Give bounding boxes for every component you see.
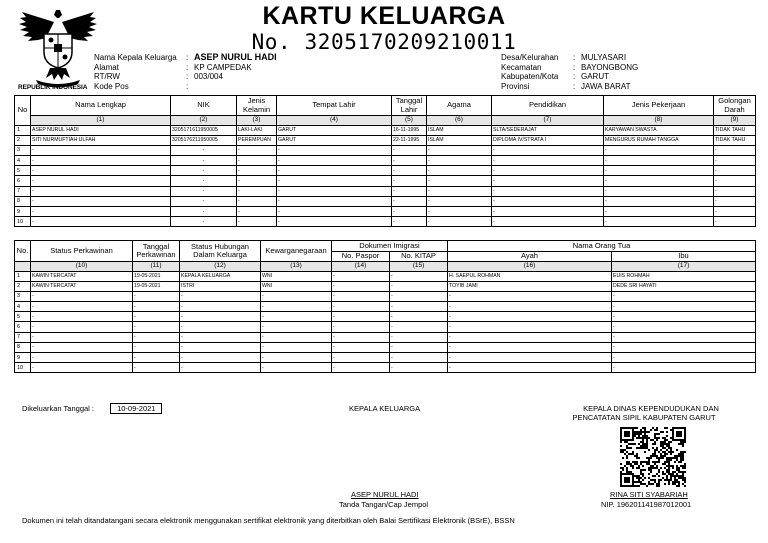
nik-cell: 3205176211950005 <box>171 135 237 145</box>
passport-cell: - <box>332 342 390 352</box>
passport-cell: - <box>332 312 390 322</box>
birthdate-cell: - <box>392 166 427 176</box>
full-name-cell: ASEP NURUL HADI <box>31 125 171 135</box>
birthplace-cell: - <box>277 207 392 217</box>
kitap-cell: - <box>390 281 448 291</box>
head-of-family-title: KEPALA KELUARGA <box>349 404 421 413</box>
nik-cell: - <box>171 176 237 186</box>
blood-type-cell: - <box>714 217 756 227</box>
header-religion: Agama <box>427 96 492 116</box>
occupation-cell: - <box>604 217 714 227</box>
marital-status-cell: - <box>31 332 133 342</box>
head-of-family-name: ASEP NURUL HADI <box>351 490 419 499</box>
nik-cell: 3205171611950005 <box>171 125 237 135</box>
birthdate-cell: - <box>392 186 427 196</box>
official-title <box>572 404 726 422</box>
occupation-cell: - <box>604 156 714 166</box>
full-name-cell: - <box>31 145 171 155</box>
marriage-date-cell: 19-05-2021 <box>133 281 180 291</box>
religion-cell: - <box>427 176 492 186</box>
province-value: JAWA BARAT <box>581 81 631 91</box>
occupation-cell: - <box>604 176 714 186</box>
mother-name-cell: - <box>612 291 756 301</box>
header-marriage-date: Tanggal Perkawinan <box>133 241 180 262</box>
column-number: (11) <box>133 262 180 272</box>
country-label: REPUBLIK INDONESIA <box>18 84 88 91</box>
header-citizenship: Kewarganegaraan <box>261 241 332 262</box>
birthdate-cell: - <box>392 196 427 206</box>
citizenship-cell: - <box>261 302 332 312</box>
row-number: 4 <box>15 156 31 166</box>
rt-rw-value: 003/004 <box>194 72 223 81</box>
citizenship-cell: - <box>261 312 332 322</box>
nik-cell: - <box>171 196 237 206</box>
blood-type-cell: - <box>714 166 756 176</box>
official-name: RINA SITI SYABARIAH <box>610 490 688 499</box>
passport-cell: - <box>332 332 390 342</box>
relationship-cell: - <box>180 312 261 322</box>
column-number: (4) <box>277 116 392 126</box>
header-mother: Ibu <box>612 252 756 262</box>
education-cell: - <box>492 145 604 155</box>
row-number: 5 <box>15 312 31 322</box>
marriage-date-cell: - <box>133 291 180 301</box>
father-name-cell: - <box>448 332 612 342</box>
table-row <box>15 291 756 301</box>
header-nik: NIK <box>171 96 237 116</box>
mother-name-cell: - <box>612 302 756 312</box>
family-card-number: No. 3205170209210011 <box>251 30 517 54</box>
issued-date: 10-09-2021 <box>110 403 162 414</box>
full-name-cell: - <box>31 217 171 227</box>
passport-cell: - <box>332 302 390 312</box>
relationship-cell: - <box>180 332 261 342</box>
education-cell: - <box>492 217 604 227</box>
info-separator: : <box>186 62 189 72</box>
gender-cell: - <box>237 186 277 196</box>
kitap-cell: - <box>390 353 448 363</box>
citizenship-cell: - <box>261 291 332 301</box>
marriage-date-cell: - <box>133 312 180 322</box>
occupation-cell: - <box>604 186 714 196</box>
header-relationship: Status Hubungan Dalam Keluarga <box>180 241 261 262</box>
header-birthplace: Tempat Lahir <box>277 96 392 116</box>
birthdate-cell: 16-11-1995 <box>392 125 427 135</box>
column-number: (7) <box>492 116 604 126</box>
education-cell: - <box>492 166 604 176</box>
marital-status-cell: KAWIN TERCATAT <box>31 281 133 291</box>
gender-cell: - <box>237 196 277 206</box>
row-number: 7 <box>15 332 31 342</box>
column-number: (12) <box>180 262 261 272</box>
marital-status-cell: - <box>31 322 133 332</box>
household-info-right <box>501 53 638 91</box>
row-number: 3 <box>15 145 31 155</box>
blood-type-cell: - <box>714 207 756 217</box>
birthplace-cell: - <box>277 196 392 206</box>
education-cell: - <box>492 156 604 166</box>
table-row <box>15 353 756 363</box>
row-number: 5 <box>15 166 31 176</box>
father-name-cell: - <box>448 302 612 312</box>
signature-note: Tanda Tangan/Cap Jempol <box>339 500 429 509</box>
issued-section <box>22 404 162 413</box>
birthplace-cell: GARUT <box>277 135 392 145</box>
header-passport-no: No. Paspor <box>332 252 390 262</box>
marital-status-cell: KAWIN TERCATAT <box>31 271 133 281</box>
religion-cell: - <box>427 166 492 176</box>
gender-cell: - <box>237 207 277 217</box>
mother-name-cell: - <box>612 353 756 363</box>
header-no: No. <box>15 241 31 262</box>
full-name-cell: - <box>31 156 171 166</box>
marriage-date-cell: - <box>133 332 180 342</box>
table-row <box>15 186 756 196</box>
relationship-cell: - <box>180 353 261 363</box>
education-cell: SLTA/SEDERAJAT <box>492 125 604 135</box>
gender-cell: - <box>237 156 277 166</box>
column-number: (15) <box>390 262 448 272</box>
row-number: 3 <box>15 291 31 301</box>
header-gender: Jenis Kelamin <box>237 96 277 116</box>
gender-cell: - <box>237 166 277 176</box>
row-number: 4 <box>15 302 31 312</box>
religion-cell: - <box>427 196 492 206</box>
citizenship-cell: - <box>261 363 332 373</box>
blood-type-cell: - <box>714 196 756 206</box>
column-number: (3) <box>237 116 277 126</box>
gender-cell: PEREMPUAN <box>237 135 277 145</box>
birthplace-cell: - <box>277 166 392 176</box>
qr-code-icon <box>620 427 686 487</box>
birthplace-cell: - <box>277 176 392 186</box>
header-birthdate: Tanggal Lahir <box>392 96 427 116</box>
table-row <box>15 207 756 217</box>
info-label: Kecamatan <box>501 62 542 72</box>
birthdate-cell: 22-11-1995 <box>392 135 427 145</box>
column-number: (2) <box>171 116 237 126</box>
official-nip: NIP. 196201141987012001 <box>601 500 692 509</box>
kitap-cell: - <box>390 363 448 373</box>
kitap-cell: - <box>390 332 448 342</box>
blood-type-cell: TIDAK TAHU <box>714 135 756 145</box>
religion-cell: - <box>427 217 492 227</box>
nik-cell: - <box>171 156 237 166</box>
row-number: 7 <box>15 186 31 196</box>
citizenship-cell: - <box>261 332 332 342</box>
district-value: BAYONGBONG <box>581 62 639 72</box>
row-number: 8 <box>15 196 31 206</box>
education-cell: - <box>492 207 604 217</box>
info-label: RT/RW <box>94 72 120 81</box>
column-number: (10) <box>31 262 133 272</box>
relationship-cell: - <box>180 342 261 352</box>
birthdate-cell: - <box>392 176 427 186</box>
header-parents: Nama Orang Tua <box>448 241 756 252</box>
education-cell: - <box>492 196 604 206</box>
row-number: 1 <box>15 271 31 281</box>
column-number: (1) <box>31 116 171 126</box>
father-name-cell: - <box>448 353 612 363</box>
head-of-family-value: ASEP NURUL HADI <box>194 52 277 62</box>
mother-name-cell: - <box>612 332 756 342</box>
marital-status-cell: - <box>31 291 133 301</box>
column-number: (5) <box>392 116 427 126</box>
column-number: (17) <box>612 262 756 272</box>
header-marital-status: Status Perkawinan <box>31 241 133 262</box>
row-number: 2 <box>15 281 31 291</box>
kitap-cell: - <box>390 271 448 281</box>
occupation-cell: - <box>604 166 714 176</box>
header-occupation: Jenis Pekerjaan <box>604 96 714 116</box>
mother-name-cell: EUIS ROHMAH <box>612 271 756 281</box>
nik-cell: - <box>171 166 237 176</box>
table-row <box>15 281 756 291</box>
kitap-cell: - <box>390 342 448 352</box>
table-row <box>15 312 756 322</box>
blood-type-cell: TIDAK TAHU <box>714 125 756 135</box>
birthplace-cell: GARUT <box>277 125 392 135</box>
table-row <box>15 176 756 186</box>
birthplace-cell: - <box>277 217 392 227</box>
address-value: KP CAMPEDAK <box>194 62 252 72</box>
marital-status-cell: - <box>31 342 133 352</box>
citizenship-cell: - <box>261 322 332 332</box>
marriage-date-cell: - <box>133 342 180 352</box>
table-row <box>15 196 756 206</box>
header-immigration-docs: Dokumen Imigrasi <box>332 241 448 252</box>
passport-cell: - <box>332 271 390 281</box>
religion-cell: - <box>427 145 492 155</box>
citizenship-cell: WNI <box>261 271 332 281</box>
kitap-cell: - <box>390 312 448 322</box>
gender-cell: LAKI-LAKI <box>237 125 277 135</box>
row-number: 9 <box>15 353 31 363</box>
citizenship-cell: - <box>261 353 332 363</box>
father-name-cell: - <box>448 312 612 322</box>
relationship-cell: ISTRI <box>180 281 261 291</box>
passport-cell: - <box>332 322 390 332</box>
header-kitap-no: No. KITAP <box>390 252 448 262</box>
table-row <box>15 135 756 145</box>
gender-cell: - <box>237 145 277 155</box>
birthplace-cell: - <box>277 145 392 155</box>
gender-cell: - <box>237 176 277 186</box>
education-cell: DIPLOMA IV/STRATA I <box>492 135 604 145</box>
village-value: MULYASARI <box>581 53 627 62</box>
blood-type-cell: - <box>714 156 756 166</box>
occupation-cell: KARYAWAN SWASTA <box>604 125 714 135</box>
row-number: 1 <box>15 125 31 135</box>
row-number: 8 <box>15 342 31 352</box>
info-label: Provinsi <box>501 81 530 91</box>
marital-status-cell: - <box>31 353 133 363</box>
column-number: (9) <box>714 116 756 126</box>
mother-name-cell: - <box>612 342 756 352</box>
header-blood-type: Golongan Darah <box>714 96 756 116</box>
full-name-cell: - <box>31 196 171 206</box>
table-row <box>15 217 756 227</box>
father-name-cell: - <box>448 363 612 373</box>
full-name-cell: - <box>31 207 171 217</box>
row-number: 10 <box>15 363 31 373</box>
family-members-table <box>14 95 756 227</box>
official-title-line-1: KEPALA DINAS KEPENDUDUKAN DAN <box>583 404 719 413</box>
document-title: KARTU KELUARGA <box>262 2 506 30</box>
nik-cell: - <box>171 145 237 155</box>
religion-cell: ISLAM <box>427 125 492 135</box>
passport-cell: - <box>332 363 390 373</box>
household-info-left <box>94 53 277 91</box>
info-separator: : <box>573 72 576 81</box>
religion-cell: - <box>427 207 492 217</box>
column-number: (8) <box>604 116 714 126</box>
kitap-cell: - <box>390 302 448 312</box>
full-name-cell: - <box>31 186 171 196</box>
occupation-cell: - <box>604 196 714 206</box>
citizenship-cell: WNI <box>261 281 332 291</box>
info-separator: : <box>186 53 189 62</box>
marriage-date-cell: - <box>133 353 180 363</box>
birthdate-cell: - <box>392 207 427 217</box>
blood-type-cell: - <box>714 176 756 186</box>
occupation-cell: - <box>604 145 714 155</box>
row-number: 6 <box>15 176 31 186</box>
father-name-cell: - <box>448 322 612 332</box>
column-number: (6) <box>427 116 492 126</box>
marital-status-cell: - <box>31 363 133 373</box>
column-number: (13) <box>261 262 332 272</box>
header-full-name: Nama Lengkap <box>31 96 171 116</box>
relationship-cell: KEPALA KELUARGA <box>180 271 261 281</box>
full-name-cell: - <box>31 176 171 186</box>
education-cell: - <box>492 186 604 196</box>
nik-cell: - <box>171 186 237 196</box>
info-label: Kabupaten/Kota <box>501 72 559 81</box>
info-separator: : <box>573 53 576 62</box>
info-label: Desa/Kelurahan <box>501 53 559 62</box>
issued-label: Dikeluarkan Tanggal : <box>22 404 94 413</box>
disclaimer-text: Dokumen ini telah ditandatangani secara elektronik menggunakan sertifikat elektronik yang diterbitkan oleh Balai Sertifikasi Elektronik (BSrE), BSSN <box>22 516 515 525</box>
column-number: (16) <box>448 262 612 272</box>
info-label: Alamat <box>94 62 119 72</box>
table-row <box>15 271 756 281</box>
full-name-cell: - <box>31 166 171 176</box>
father-name-cell: - <box>448 291 612 301</box>
info-separator: : <box>186 72 189 81</box>
father-name-cell: - <box>448 342 612 352</box>
column-number-no <box>15 262 31 272</box>
mother-name-cell: - <box>612 363 756 373</box>
table-row <box>15 125 756 135</box>
mother-name-cell: - <box>612 312 756 322</box>
education-cell: - <box>492 176 604 186</box>
birthdate-cell: - <box>392 145 427 155</box>
nik-cell: - <box>171 207 237 217</box>
table-row <box>15 332 756 342</box>
marital-status-cell: - <box>31 312 133 322</box>
kitap-cell: - <box>390 322 448 332</box>
table-row <box>15 322 756 332</box>
table-row <box>15 342 756 352</box>
father-name-cell: TOYIB JAMI <box>448 281 612 291</box>
blood-type-cell: - <box>714 145 756 155</box>
info-separator: : <box>573 62 576 72</box>
info-separator: : <box>573 81 576 91</box>
birthplace-cell: - <box>277 186 392 196</box>
relationship-cell: - <box>180 363 261 373</box>
header-education: Pendidikan <box>492 96 604 116</box>
relationship-cell: - <box>180 291 261 301</box>
religion-cell: - <box>427 156 492 166</box>
passport-cell: - <box>332 281 390 291</box>
occupation-cell: MENGURUS RUMAH TANGGA <box>604 135 714 145</box>
row-number: 10 <box>15 217 31 227</box>
relationship-cell: - <box>180 322 261 332</box>
nik-cell: - <box>171 217 237 227</box>
marriage-date-cell: - <box>133 302 180 312</box>
header-no: No <box>15 96 31 126</box>
citizenship-cell: - <box>261 342 332 352</box>
table-row <box>15 302 756 312</box>
table-row <box>15 145 756 155</box>
birthplace-cell: - <box>277 156 392 166</box>
full-name-cell: SITI NURMUFTIAH ULFAH <box>31 135 171 145</box>
marital-status-cell: - <box>31 302 133 312</box>
passport-cell: - <box>332 291 390 301</box>
row-number: 2 <box>15 135 31 145</box>
regency-value: GARUT <box>581 72 609 81</box>
relationship-cell: - <box>180 302 261 312</box>
header-father: Ayah <box>448 252 612 262</box>
marriage-date-cell: - <box>133 363 180 373</box>
kitap-cell: - <box>390 291 448 301</box>
marriage-date-cell: - <box>133 322 180 332</box>
family-status-table <box>14 240 756 373</box>
row-number: 6 <box>15 322 31 332</box>
table-row <box>15 363 756 373</box>
official-title-line-2: PENCATATAN SIPIL KABUPATEN GARUT <box>572 413 716 422</box>
birthdate-cell: - <box>392 156 427 166</box>
mother-name-cell: DEDE SRI HAYATI <box>612 281 756 291</box>
info-label: Nama Kepala Keluarga <box>94 53 177 62</box>
marriage-date-cell: 19-05-2021 <box>133 271 180 281</box>
gender-cell: - <box>237 217 277 227</box>
blood-type-cell: - <box>714 186 756 196</box>
religion-cell: ISLAM <box>427 135 492 145</box>
father-name-cell: H. SAEPUL ROHMAN <box>448 271 612 281</box>
birthdate-cell: - <box>392 217 427 227</box>
table-row <box>15 166 756 176</box>
mother-name-cell: - <box>612 322 756 332</box>
passport-cell: - <box>332 353 390 363</box>
religion-cell: - <box>427 186 492 196</box>
table-row <box>15 156 756 166</box>
row-number: 9 <box>15 207 31 217</box>
info-separator: : <box>186 81 189 91</box>
occupation-cell: - <box>604 207 714 217</box>
column-number: (14) <box>332 262 390 272</box>
info-label: Kode Pos <box>94 81 129 91</box>
